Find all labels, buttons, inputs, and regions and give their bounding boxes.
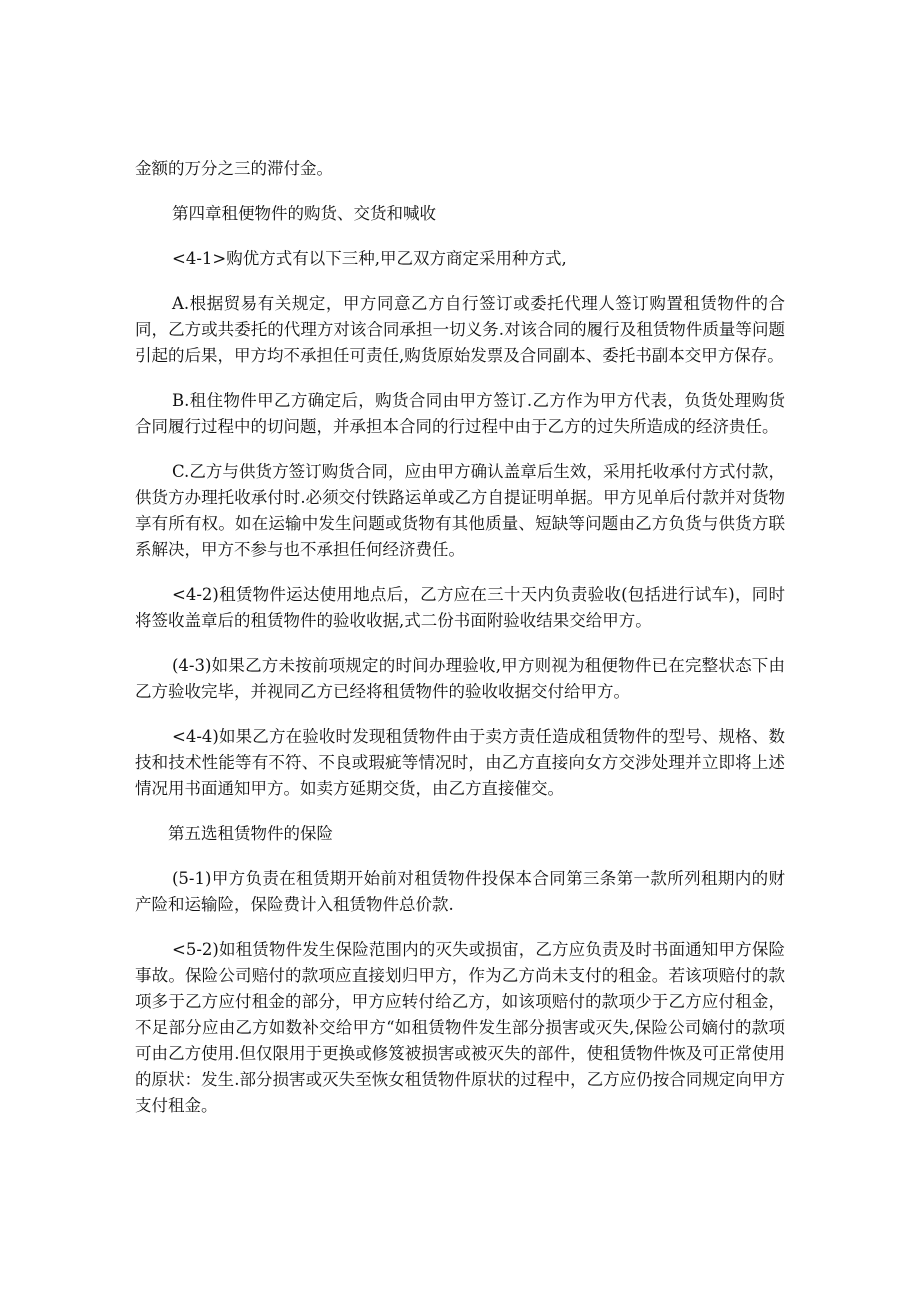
clause-4-2: <4-2)租赁物件运达使用地点后，乙方应在三十天内负责验收(包括进行试车)，同时将签收盖章后的租赁物件的验收收据,式二份书面附验收结果交给甲方。 [135,585,785,630]
clause-4-1: <4-1>购优方式有以下三种,甲乙双方商定采用种方式, [172,249,567,268]
document-body [135,156,785,1138]
clause-5-2: <5-2)如租赁物件发生保险范围内的灭失或损宙，乙方应负责及时书面通知甲方保险事故。保险公司赔付的款项应直接划归甲方，作为乙方尚未支付的租金。若该项赔付的款项多于乙方应付租金的部分，甲方应转付给乙方，如该项赔付的款项少于乙方应付租金，不足部分应由乙方如数补交给甲方“如租赁物件发生部分损害或灭失,保险公司嫡付的款项可由乙方使用.但仅限用于更换或修笈被损害或被灭失的部件，使租赁物件恢及可正常使用的原状：发生.部分损害或灭失至恢女租赁物件原状的过程中，乙方应仍按合同规定向甲方支付租金。 [135,940,785,1115]
clause-4-1-c: C.乙方与供货方签订购货合同，应由甲方确认盖章后生效，采用托收承付方式付款，供货方办理托收承付时.必须交付铁路运单或乙方自提证明单据。甲方见单后付款并对货物享有所有权。如在运输中发生问题或货物有其他质量、短缺等问题由乙方负货与供货方联系解决，甲方不参与也不承担任何经济费任。 [135,462,785,559]
paragraph-continuation: 金额的万分之三的滞付金。 [135,159,333,178]
clause-5-1: (5-1)甲方负责在租赁期开始前对租赁物件投保本合同第三条第一款所列租期内的财产险和运输险，保险费计入租赁物件总价款. [135,869,785,914]
chapter-heading-5: 第五选租赁物件的保险 [168,824,333,843]
clause-4-1-a: A.根据贸易有关规定，甲方同意乙方自行签订或委托代理人签订购置租赁物件的合同，乙方或共委托的代理方对该合同承担一切义务.对该合同的履行及租赁物件质量等问题引起的后果，甲方均不承担任可责任,购货原始发票及合同副本、委托书副本交甲方保存。 [135,294,785,365]
clause-4-1-b: B.租住物件甲乙方确定后，购货合同由甲方签订.乙方作为甲方代表，负货处理购货合同履行过程中的切问题，并承担本合同的行过程中由于乙方的过失所造成的经济贵任。 [135,391,785,436]
clause-4-3: (4-3)如果乙方未按前项规定的时间办理验收,甲方则视为租便物件已在完整状态下由乙方验收完毕，并视同乙方已经将租赁物件的验收收据交付给甲方。 [135,656,785,701]
chapter-heading-4: 第四章租便物件的购货、交货和喊收 [172,204,436,223]
clause-4-4: <4-4)如果乙方在验收时发现租赁物件由于卖方责任造成租赁物件的型号、规格、数技和技术性能等有不符、不良或瑕疵等情况时，由乙方直接向女方交涉处理并立即将上述情况用书面通知甲方。如卖方延期交货，由乙方直接催交。 [135,727,785,798]
